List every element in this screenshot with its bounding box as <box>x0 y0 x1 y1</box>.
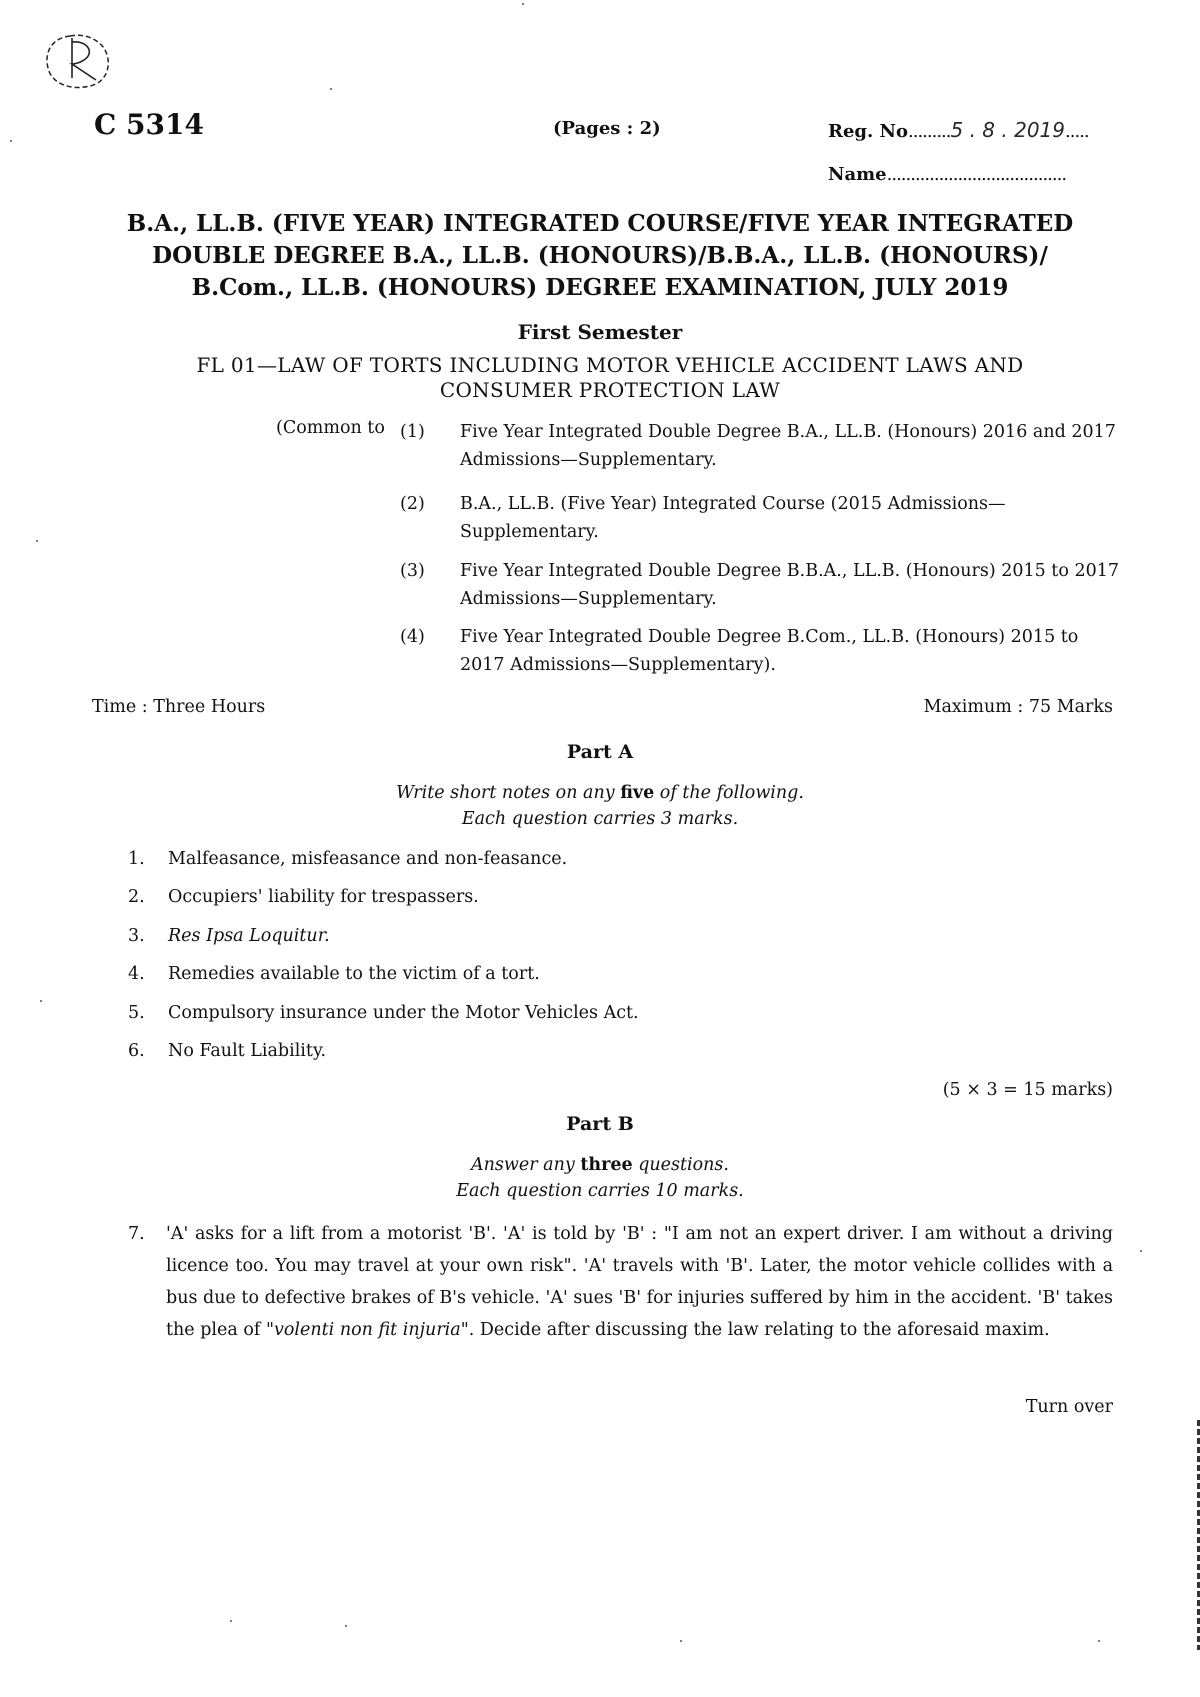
part-b-instruction-line <box>0 1152 1200 1178</box>
instruction-text: Write short notes on any <box>396 783 621 803</box>
page-count: (Pages : 2) <box>553 118 661 139</box>
scan-speck <box>330 88 332 90</box>
part-a-heading: Part A <box>566 741 634 763</box>
instruction-text: of the following. <box>654 783 804 803</box>
question-item <box>128 849 567 869</box>
turn-over-note: Turn over <box>1025 1397 1113 1417</box>
reg-no-value: 5 . 8 . 2019 <box>950 118 1065 142</box>
question-text: Res Ipsa Loquitur. <box>168 926 330 946</box>
common-item-text: Five Year Integrated Double Degree B.B.A., LL.B. (Honours) 2015 to 2017 Admissions—Supplementary. <box>460 561 1119 609</box>
common-item-text: Five Year Integrated Double Degree B.Com., LL.B. (Honours) 2015 to 2017 Admissions—Supplementary). <box>460 627 1079 675</box>
reg-no-field: Reg. No.........5 . 8 . 2019..... <box>828 118 1089 142</box>
question-item <box>128 1218 1113 1346</box>
subject-title <box>110 353 1110 403</box>
scan-speck <box>1140 1250 1142 1252</box>
instruction-text: questions. <box>632 1155 729 1175</box>
subject-line: CONSUMER PROTECTION LAW <box>439 378 781 402</box>
scan-speck <box>1098 1640 1100 1642</box>
scan-speck <box>230 1620 232 1622</box>
semester-heading: First Semester <box>517 320 683 344</box>
part-b-instructions <box>0 1152 1200 1204</box>
scan-speck <box>680 1640 682 1642</box>
common-to-label: (Common to <box>276 418 385 438</box>
question-number: 1. <box>128 849 145 869</box>
maximum-marks: Maximum : 75 Marks <box>923 697 1113 717</box>
common-to-item <box>400 418 1120 474</box>
name-label: Name <box>828 164 887 185</box>
scan-speck <box>36 540 38 542</box>
scan-speck <box>522 3 524 5</box>
question-item <box>128 964 540 984</box>
question-number: 7. <box>128 1224 145 1244</box>
question-number: 5. <box>128 1003 145 1023</box>
part-b-instruction-line: Each question carries 10 marks. <box>456 1181 744 1201</box>
part-a-instruction-line: Each question carries 3 marks. <box>461 809 739 829</box>
question-text: Remedies available to the victim of a tort. <box>168 964 540 984</box>
handwritten-circle-mark <box>40 30 118 96</box>
common-item-text: Five Year Integrated Double Degree B.A., LL.B. (Honours) 2016 and 2017 Admissions—Supplementary. <box>460 422 1116 470</box>
question-text-part: 'A' asks for a lift from a motorist 'B'. 'A' is told by 'B' : "I am not an expert driver. I am without a driving licence too. You may travel at your own risk". 'A' travels with 'B'. Later, the motor vehicle collides with a bus due to defective brakes of B's vehicle. 'A' sues 'B' for injuries suffered by him in the accident. 'B' takes the plea of <box>166 1224 1113 1340</box>
title-line: B.Com., LL.B. (HONOURS) DEGREE EXAMINATION, JULY 2019 <box>191 274 1009 301</box>
part-a-instruction-line <box>0 780 1200 806</box>
part-a-instructions <box>0 780 1200 832</box>
question-number: 3. <box>128 926 145 946</box>
scan-speck <box>40 1000 42 1002</box>
question-number: 6. <box>128 1041 145 1061</box>
instruction-emphasis: three <box>580 1155 633 1175</box>
title-line: DOUBLE DEGREE B.A., LL.B. (HONOURS)/B.B.A., LL.B. (HONOURS)/ <box>152 242 1048 269</box>
reg-no-label: Reg. No <box>828 121 908 142</box>
common-item-number: (3) <box>400 561 425 581</box>
question-text: Malfeasance, misfeasance and non-feasance. <box>168 849 568 869</box>
exam-title <box>60 208 1140 304</box>
scan-speck <box>10 140 12 142</box>
common-item-number: (1) <box>400 422 425 442</box>
part-b-heading: Part B <box>566 1113 634 1135</box>
part-a-marks: (5 × 3 = 15 marks) <box>942 1080 1113 1100</box>
common-to-item <box>400 623 1120 679</box>
question-text: Occupiers' liability for trespassers. <box>168 887 479 907</box>
question-item <box>128 887 479 907</box>
common-to-item <box>400 557 1120 613</box>
question-text <box>166 1218 1113 1346</box>
exam-duration: Time : Three Hours <box>92 697 266 717</box>
paper-code: C 5314 <box>94 108 204 141</box>
question-number: 2. <box>128 887 145 907</box>
common-to-item <box>400 490 1120 546</box>
subject-line: FL 01—LAW OF TORTS INCLUDING MOTOR VEHICLE ACCIDENT LAWS AND <box>196 353 1024 377</box>
common-item-number: (4) <box>400 627 425 647</box>
question-item <box>128 926 330 946</box>
question-text: Compulsory insurance under the Motor Vehicles Act. <box>168 1003 639 1023</box>
question-item <box>128 1003 639 1023</box>
instruction-text: Answer any <box>471 1155 581 1175</box>
question-text: No Fault Liability. <box>168 1041 327 1061</box>
instruction-emphasis: five <box>620 783 655 803</box>
common-item-text: B.A., LL.B. (Five Year) Integrated Course (2015 Admissions—Supplementary. <box>460 494 1006 542</box>
name-field: Name...................................... <box>828 164 1067 185</box>
question-number: 4. <box>128 964 145 984</box>
legal-maxim: "volenti non fit injuria" <box>265 1320 469 1340</box>
title-line: B.A., LL.B. (FIVE YEAR) INTEGRATED COURSE/FIVE YEAR INTEGRATED <box>126 210 1074 237</box>
scan-speck <box>345 1625 347 1627</box>
common-item-number: (2) <box>400 494 425 514</box>
question-item <box>128 1041 326 1061</box>
question-text-part: . Decide after discussing the law relating to the aforesaid maxim. <box>468 1320 1050 1340</box>
